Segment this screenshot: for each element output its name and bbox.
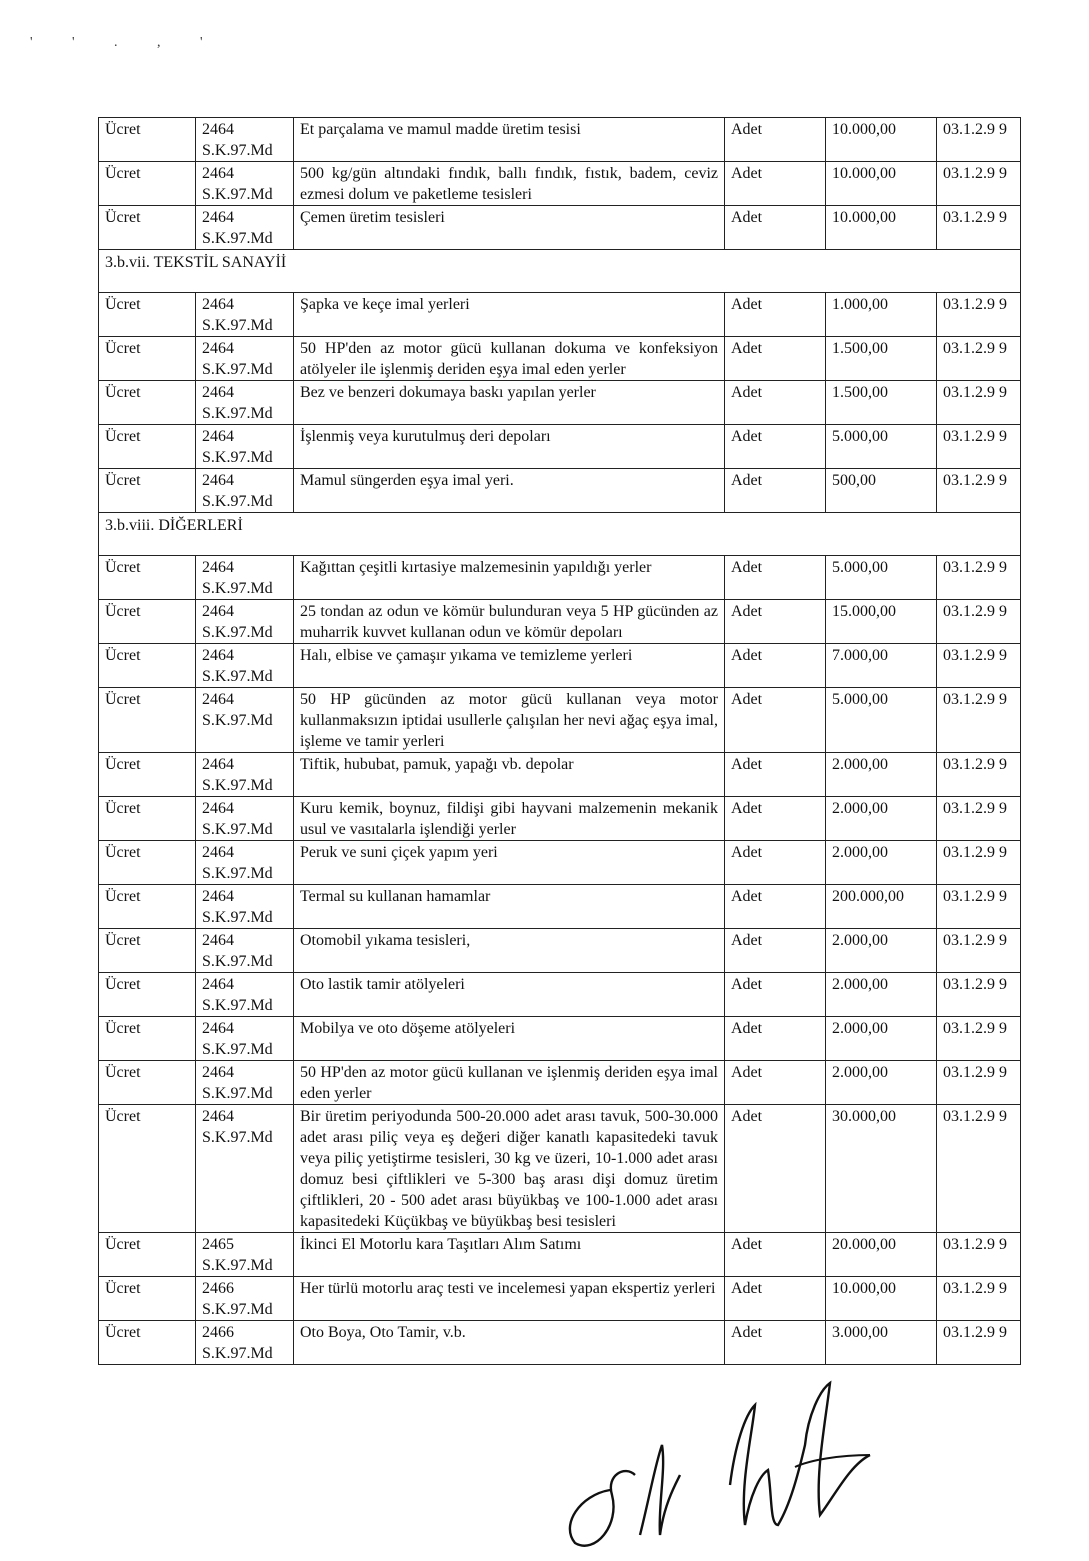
description-cell: 50 HP gücünden az motor gücü kullanan veya motor kullanmaksızın iptidai usullerle çalışılan her nevi ağaç eşya imal, işleme ve tamir yerleri — [294, 688, 725, 753]
fee-type-cell: Ücret — [99, 929, 196, 973]
budget-code-cell: 03.1.2.9 9 — [937, 1105, 1021, 1233]
amount-cell: 7.000,00 — [826, 644, 937, 688]
budget-code-cell: 03.1.2.9 9 — [937, 425, 1021, 469]
table-row — [99, 753, 1021, 797]
unit-cell: Adet — [725, 688, 826, 753]
table-row — [99, 973, 1021, 1017]
amount-cell: 5.000,00 — [826, 556, 937, 600]
unit-cell: Adet — [725, 1277, 826, 1321]
fee-type-cell: Ücret — [99, 381, 196, 425]
fee-type-cell: Ücret — [99, 293, 196, 337]
budget-code-cell: 03.1.2.9 9 — [937, 1233, 1021, 1277]
amount-cell: 20.000,00 — [826, 1233, 937, 1277]
budget-code-cell: 03.1.2.9 9 — [937, 206, 1021, 250]
description-cell: Otomobil yıkama tesisleri, — [294, 929, 725, 973]
law-article-cell: 2464 S.K.97.Md — [196, 206, 294, 250]
section-row — [99, 513, 1021, 556]
table-row — [99, 1277, 1021, 1321]
table-row — [99, 797, 1021, 841]
table-row — [99, 688, 1021, 753]
law-article-cell: 2464 S.K.97.Md — [196, 841, 294, 885]
amount-cell: 2.000,00 — [826, 753, 937, 797]
law-article-cell: 2464 S.K.97.Md — [196, 929, 294, 973]
law-article-cell: 2464 S.K.97.Md — [196, 885, 294, 929]
budget-code-cell: 03.1.2.9 9 — [937, 929, 1021, 973]
amount-cell: 200.000,00 — [826, 885, 937, 929]
amount-cell: 2.000,00 — [826, 1061, 937, 1105]
amount-cell: 2.000,00 — [826, 973, 937, 1017]
amount-cell: 1.000,00 — [826, 293, 937, 337]
unit-cell: Adet — [725, 973, 826, 1017]
description-cell: Bez ve benzeri dokumaya baskı yapılan yerler — [294, 381, 725, 425]
budget-code-cell: 03.1.2.9 9 — [937, 337, 1021, 381]
fee-type-cell: Ücret — [99, 162, 196, 206]
law-article-cell: 2464 S.K.97.Md — [196, 556, 294, 600]
unit-cell: Adet — [725, 293, 826, 337]
table-row — [99, 425, 1021, 469]
table-row — [99, 1061, 1021, 1105]
unit-cell: Adet — [725, 841, 826, 885]
amount-cell: 15.000,00 — [826, 600, 937, 644]
description-cell: Kağıttan çeşitli kırtasiye malzemesinin yapıldığı yerler — [294, 556, 725, 600]
fee-type-cell: Ücret — [99, 337, 196, 381]
unit-cell: Adet — [725, 600, 826, 644]
description-cell: Şapka ve keçe imal yerleri — [294, 293, 725, 337]
description-cell: Peruk ve suni çiçek yapım yeri — [294, 841, 725, 885]
unit-cell: Adet — [725, 753, 826, 797]
description-cell: Tiftik, hububat, pamuk, yapağı vb. depolar — [294, 753, 725, 797]
table-row — [99, 293, 1021, 337]
fee-type-cell: Ücret — [99, 118, 196, 162]
fee-table-body — [99, 118, 1021, 1365]
description-cell: 50 HP'den az motor gücü kullanan dokuma ve konfeksiyon atölyeler ile işlenmiş deriden eşya imal eden yerler — [294, 337, 725, 381]
table-row — [99, 337, 1021, 381]
unit-cell: Adet — [725, 337, 826, 381]
description-cell: Oto lastik tamir atölyeleri — [294, 973, 725, 1017]
fee-type-cell: Ücret — [99, 753, 196, 797]
fee-type-cell: Ücret — [99, 973, 196, 1017]
law-article-cell: 2464 S.K.97.Md — [196, 600, 294, 644]
unit-cell: Adet — [725, 797, 826, 841]
fee-type-cell: Ücret — [99, 556, 196, 600]
fee-type-cell: Ücret — [99, 841, 196, 885]
budget-code-cell: 03.1.2.9 9 — [937, 381, 1021, 425]
unit-cell: Adet — [725, 929, 826, 973]
signature-image — [540, 1375, 900, 1555]
fee-type-cell: Ücret — [99, 600, 196, 644]
budget-code-cell: 03.1.2.9 9 — [937, 644, 1021, 688]
law-article-cell: 2464 S.K.97.Md — [196, 1061, 294, 1105]
budget-code-cell: 03.1.2.9 9 — [937, 688, 1021, 753]
law-article-cell: 2464 S.K.97.Md — [196, 425, 294, 469]
unit-cell: Adet — [725, 644, 826, 688]
description-cell: 50 HP'den az motor gücü kullanan ve işlenmiş deriden eşya imal eden yerler — [294, 1061, 725, 1105]
description-cell: Kuru kemik, boynuz, fildişi gibi hayvani malzemenin mekanik usul ve vasıtalarla işlendiği yerler — [294, 797, 725, 841]
unit-cell: Adet — [725, 1061, 826, 1105]
amount-cell: 2.000,00 — [826, 797, 937, 841]
section-heading: 3.b.viii. DİĞERLERİ — [99, 513, 1021, 556]
amount-cell: 30.000,00 — [826, 1105, 937, 1233]
budget-code-cell: 03.1.2.9 9 — [937, 885, 1021, 929]
description-cell: İkinci El Motorlu kara Taşıtları Alım Satımı — [294, 1233, 725, 1277]
law-article-cell: 2464 S.K.97.Md — [196, 688, 294, 753]
unit-cell: Adet — [725, 556, 826, 600]
table-row — [99, 162, 1021, 206]
budget-code-cell: 03.1.2.9 9 — [937, 118, 1021, 162]
law-article-cell: 2466 S.K.97.Md — [196, 1277, 294, 1321]
budget-code-cell: 03.1.2.9 9 — [937, 1277, 1021, 1321]
budget-code-cell: 03.1.2.9 9 — [937, 1321, 1021, 1365]
table-row — [99, 556, 1021, 600]
law-article-cell: 2464 S.K.97.Md — [196, 1105, 294, 1233]
description-cell: Her türlü motorlu araç testi ve incelemesi yapan ekspertiz yerleri — [294, 1277, 725, 1321]
fee-type-cell: Ücret — [99, 1105, 196, 1233]
amount-cell: 10.000,00 — [826, 162, 937, 206]
budget-code-cell: 03.1.2.9 9 — [937, 973, 1021, 1017]
budget-code-cell: 03.1.2.9 9 — [937, 1017, 1021, 1061]
description-cell: 25 tondan az odun ve kömür bulunduran veya 5 HP gücünden az muharrik kuvvet kullanan odun ve kömür depoları — [294, 600, 725, 644]
amount-cell: 2.000,00 — [826, 841, 937, 885]
description-cell: Mamul süngerden eşya imal yeri. — [294, 469, 725, 513]
fee-type-cell: Ücret — [99, 469, 196, 513]
fee-type-cell: Ücret — [99, 644, 196, 688]
budget-code-cell: 03.1.2.9 9 — [937, 162, 1021, 206]
fee-type-cell: Ücret — [99, 1321, 196, 1365]
unit-cell: Adet — [725, 206, 826, 250]
table-row — [99, 1105, 1021, 1233]
law-article-cell: 2464 S.K.97.Md — [196, 162, 294, 206]
fee-type-cell: Ücret — [99, 425, 196, 469]
fee-type-cell: Ücret — [99, 1233, 196, 1277]
budget-code-cell: 03.1.2.9 9 — [937, 841, 1021, 885]
unit-cell: Adet — [725, 469, 826, 513]
unit-cell: Adet — [725, 162, 826, 206]
fee-type-cell: Ücret — [99, 797, 196, 841]
fee-table — [98, 117, 1021, 1365]
table-row — [99, 600, 1021, 644]
description-cell: Et parçalama ve mamul madde üretim tesisi — [294, 118, 725, 162]
description-cell: 500 kg/gün altındaki fındık, ballı fındık, fıstık, badem, ceviz ezmesi dolum ve paketleme tesisleri — [294, 162, 725, 206]
fee-type-cell: Ücret — [99, 1061, 196, 1105]
law-article-cell: 2464 S.K.97.Md — [196, 381, 294, 425]
section-row — [99, 250, 1021, 293]
fee-type-cell: Ücret — [99, 885, 196, 929]
budget-code-cell: 03.1.2.9 9 — [937, 1061, 1021, 1105]
budget-code-cell: 03.1.2.9 9 — [937, 600, 1021, 644]
law-article-cell: 2464 S.K.97.Md — [196, 118, 294, 162]
unit-cell: Adet — [725, 381, 826, 425]
unit-cell: Adet — [725, 1017, 826, 1061]
table-row — [99, 206, 1021, 250]
budget-code-cell: 03.1.2.9 9 — [937, 797, 1021, 841]
unit-cell: Adet — [725, 1105, 826, 1233]
description-cell: Çemen üretim tesisleri — [294, 206, 725, 250]
unit-cell: Adet — [725, 425, 826, 469]
table-row — [99, 644, 1021, 688]
unit-cell: Adet — [725, 1233, 826, 1277]
law-article-cell: 2464 S.K.97.Md — [196, 293, 294, 337]
table-row — [99, 929, 1021, 973]
law-article-cell: 2464 S.K.97.Md — [196, 973, 294, 1017]
table-row — [99, 469, 1021, 513]
fee-type-cell: Ücret — [99, 1277, 196, 1321]
amount-cell: 3.000,00 — [826, 1321, 937, 1365]
unit-cell: Adet — [725, 1321, 826, 1365]
table-row — [99, 1233, 1021, 1277]
unit-cell: Adet — [725, 118, 826, 162]
amount-cell: 5.000,00 — [826, 425, 937, 469]
description-cell: Termal su kullanan hamamlar — [294, 885, 725, 929]
budget-code-cell: 03.1.2.9 9 — [937, 753, 1021, 797]
amount-cell: 10.000,00 — [826, 1277, 937, 1321]
law-article-cell: 2466 S.K.97.Md — [196, 1321, 294, 1365]
amount-cell: 10.000,00 — [826, 118, 937, 162]
description-cell: İşlenmiş veya kurutulmuş deri depoları — [294, 425, 725, 469]
amount-cell: 1.500,00 — [826, 337, 937, 381]
budget-code-cell: 03.1.2.9 9 — [937, 469, 1021, 513]
budget-code-cell: 03.1.2.9 9 — [937, 556, 1021, 600]
amount-cell: 500,00 — [826, 469, 937, 513]
fee-type-cell: Ücret — [99, 688, 196, 753]
law-article-cell: 2464 S.K.97.Md — [196, 753, 294, 797]
table-row — [99, 1017, 1021, 1061]
law-article-cell: 2465 S.K.97.Md — [196, 1233, 294, 1277]
amount-cell: 1.500,00 — [826, 381, 937, 425]
fee-type-cell: Ücret — [99, 1017, 196, 1061]
law-article-cell: 2464 S.K.97.Md — [196, 337, 294, 381]
description-cell: Halı, elbise ve çamaşır yıkama ve temizleme yerleri — [294, 644, 725, 688]
fee-type-cell: Ücret — [99, 206, 196, 250]
law-article-cell: 2464 S.K.97.Md — [196, 469, 294, 513]
description-cell: Mobilya ve oto döşeme atölyeleri — [294, 1017, 725, 1061]
section-heading: 3.b.vii. TEKSTİL SANAYİİ — [99, 250, 1021, 293]
law-article-cell: 2464 S.K.97.Md — [196, 644, 294, 688]
amount-cell: 2.000,00 — [826, 929, 937, 973]
amount-cell: 2.000,00 — [826, 1017, 937, 1061]
budget-code-cell: 03.1.2.9 9 — [937, 293, 1021, 337]
table-row — [99, 1321, 1021, 1365]
unit-cell: Adet — [725, 885, 826, 929]
law-article-cell: 2464 S.K.97.Md — [196, 1017, 294, 1061]
table-row — [99, 841, 1021, 885]
description-cell: Bir üretim periyodunda 500-20.000 adet arası tavuk, 500-30.000 adet arası piliç veya eş değeri diğer kanatlı kapasitedeki tavuk veya piliç yetiştirme tesisleri, 30 kg ve üzeri, 10-1.000 adet arası domuz besi çiftlikleri ve 5-300 baş arası dişi domuz üretim çiftlikleri, 20 - 500 adet arası büyükbaş ve 100-1.000 adet arası kapasitedeki Küçükbaş ve büyükbaş besi tesisleri — [294, 1105, 725, 1233]
table-row — [99, 118, 1021, 162]
scan-specks: ' ' . , ' — [30, 35, 221, 50]
table-row — [99, 885, 1021, 929]
law-article-cell: 2464 S.K.97.Md — [196, 797, 294, 841]
amount-cell: 10.000,00 — [826, 206, 937, 250]
description-cell: Oto Boya, Oto Tamir, v.b. — [294, 1321, 725, 1365]
amount-cell: 5.000,00 — [826, 688, 937, 753]
table-row — [99, 381, 1021, 425]
